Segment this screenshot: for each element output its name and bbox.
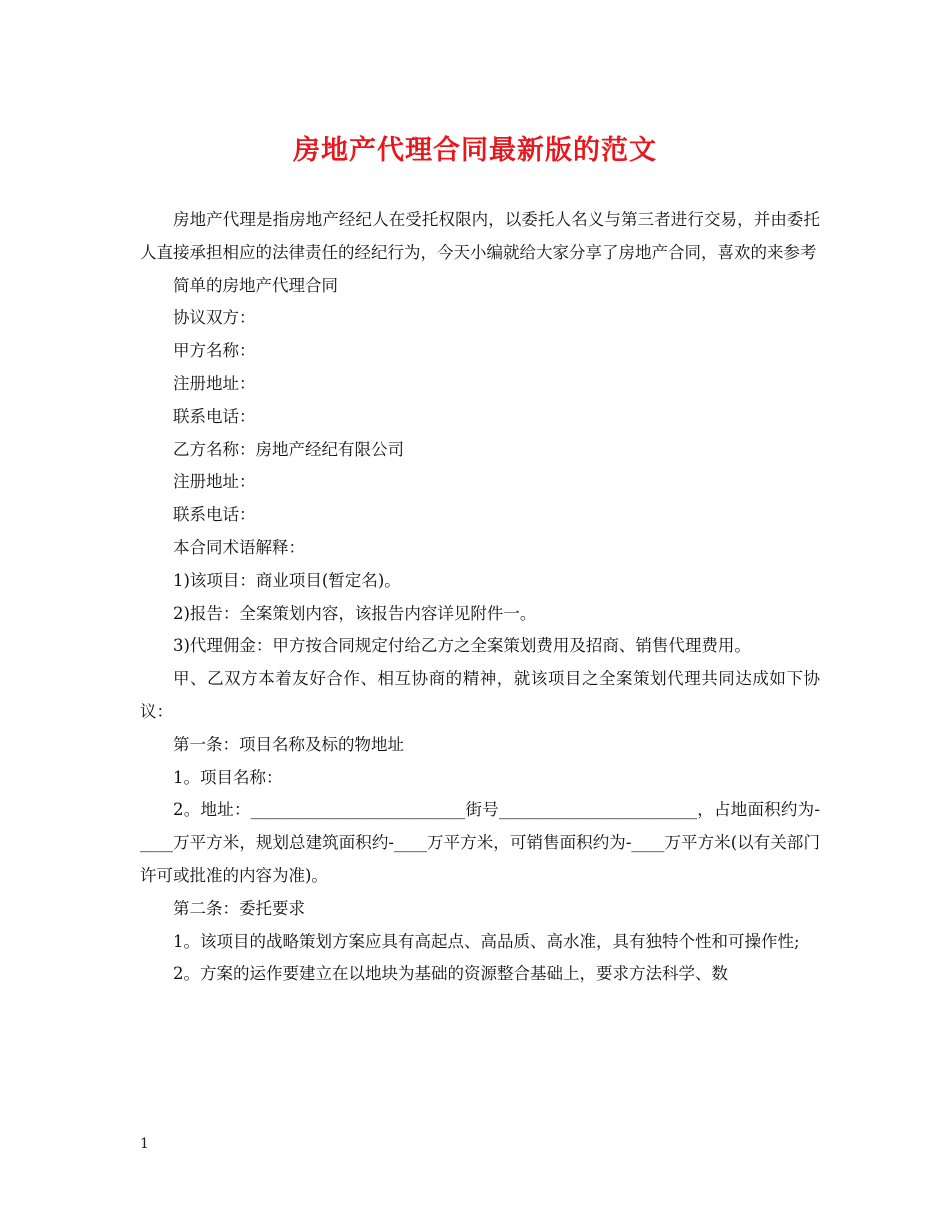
paragraph: 甲、乙双方本着友好合作、相互协商的精神，就该项目之全案策划代理共同达成如下协议： [140,669,820,721]
paragraph: 甲方名称： [173,341,256,361]
paragraph: 联系电话： [173,505,256,525]
document-body [140,204,820,991]
paragraph: 本合同术语解释： [173,537,305,557]
paragraph: 2。地址：__________________________街号________________________，占地面积约为-____万平方米，规划总建筑面积约-____万平方米，可销售面积约为-____万平方米(以有关部门许可或批准的内容为准)。 [140,800,820,885]
paragraph: 联系电话： [173,406,256,426]
paragraph: 2。方案的运作要建立在以地块为基础的资源整合基础上，要求方法科学、数 [173,964,728,984]
paragraph: 协议双方： [173,308,256,328]
document-title: 房地产代理合同最新版的范文 [293,135,657,166]
paragraph: 乙方名称：房地产经纪有限公司 [173,439,404,459]
paragraph: 第二条：委托要求 [173,898,305,918]
paragraph: 注册地址： [173,472,256,492]
paragraph: 1。项目名称： [173,767,283,787]
paragraph: 3)代理佣金：甲方按合同规定付给乙方之全案策划费用及招商、销售代理费用。 [173,636,751,656]
page-number: 1 [140,1136,149,1152]
paragraph: 第一条：项目名称及标的物地址 [173,734,404,754]
paragraph: 1)该项目：商业项目(暂定名)。 [173,570,401,590]
paragraph: 注册地址： [173,373,256,393]
paragraph: 2)报告：全案策划内容，该报告内容详见附件一。 [173,603,537,623]
paragraph: 1。该项目的战略策划方案应具有高起点、高品质、高水准，具有独特个性和可操作性; [173,931,800,951]
paragraph: 简单的房地产代理合同 [173,275,338,295]
paragraph: 房地产代理是指房地产经纪人在受托权限内，以委托人名义与第三者进行交易，并由委托人直接承担相应的法律责任的经纪行为，今天小编就给大家分享了房地产合同，喜欢的来参考 [140,210,820,262]
